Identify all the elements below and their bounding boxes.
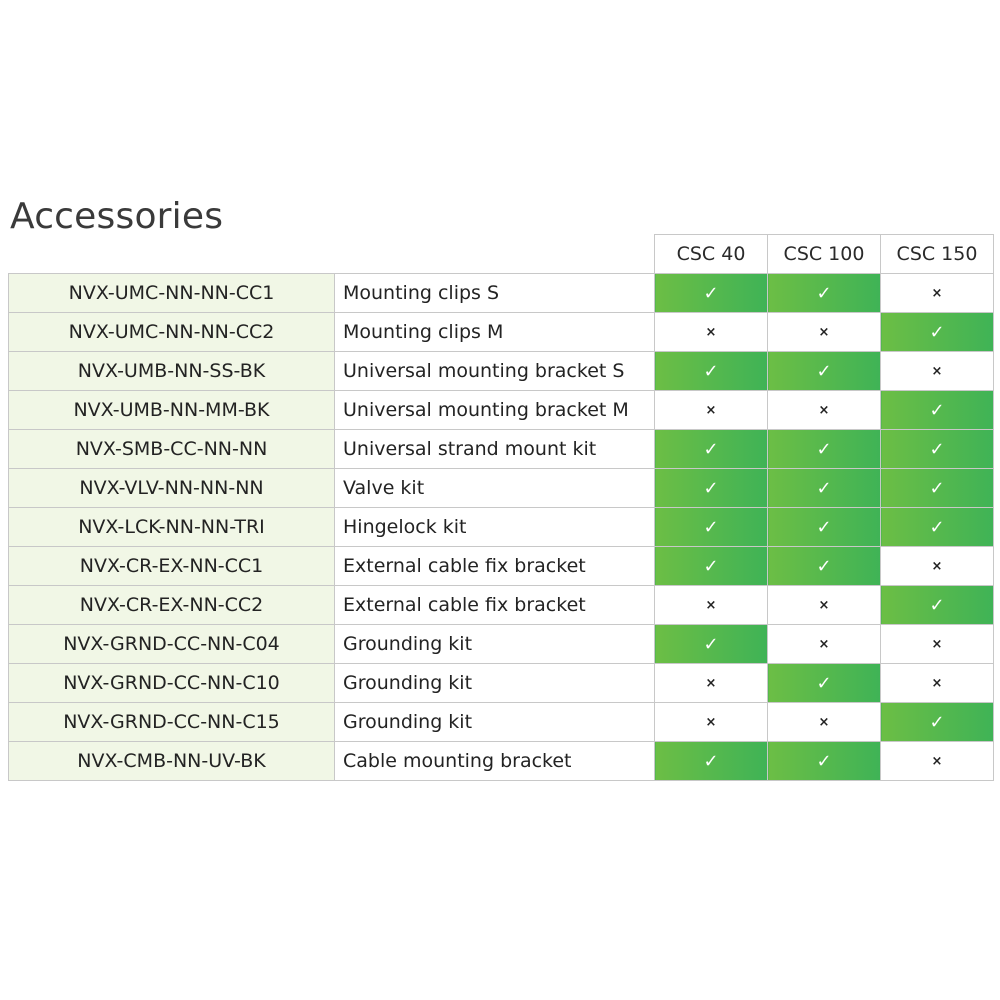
part-code-cell: NVX-SMB-CC-NN-NN [9, 430, 335, 469]
description-cell: Mounting clips S [335, 274, 655, 313]
part-code-cell: NVX-CR-EX-NN-CC1 [9, 547, 335, 586]
compat-cell-csc-150 [881, 274, 994, 313]
description-cell: Universal strand mount kit [335, 430, 655, 469]
compat-cell-csc-150 [881, 742, 994, 781]
check-icon: ✓ [816, 555, 832, 577]
compat-cell-csc-150 [881, 625, 994, 664]
cross-icon: × [818, 714, 830, 730]
table-row [9, 391, 994, 430]
compat-cell-csc-150 [881, 508, 994, 547]
compat-cell-csc-100 [768, 664, 881, 703]
table-row [9, 625, 994, 664]
part-code-cell: NVX-LCK-NN-NN-TRI [9, 508, 335, 547]
table-row [9, 664, 994, 703]
check-icon: ✓ [816, 672, 832, 694]
table-row [9, 508, 994, 547]
compat-cell-csc-100 [768, 391, 881, 430]
compat-cell-csc-100 [768, 547, 881, 586]
compat-cell-csc-40 [655, 391, 768, 430]
cross-icon: × [705, 324, 717, 340]
compat-cell-csc-100 [768, 625, 881, 664]
description-cell: External cable fix bracket [335, 586, 655, 625]
description-cell: Grounding kit [335, 664, 655, 703]
part-code-cell: NVX-VLV-NN-NN-NN [9, 469, 335, 508]
check-icon: ✓ [929, 321, 945, 343]
compat-cell-csc-40 [655, 508, 768, 547]
table-row [9, 742, 994, 781]
check-icon: ✓ [816, 360, 832, 382]
compat-cell-csc-40 [655, 703, 768, 742]
description-cell: Grounding kit [335, 625, 655, 664]
compat-cell-csc-150 [881, 469, 994, 508]
header-blank-desc [335, 235, 655, 274]
check-icon: ✓ [929, 594, 945, 616]
description-cell: Universal mounting bracket M [335, 391, 655, 430]
compat-cell-csc-40 [655, 430, 768, 469]
table-row [9, 352, 994, 391]
check-icon: ✓ [929, 399, 945, 421]
check-icon: ✓ [929, 438, 945, 460]
part-code-cell: NVX-GRND-CC-NN-C15 [9, 703, 335, 742]
compat-cell-csc-150 [881, 313, 994, 352]
compat-cell-csc-100 [768, 703, 881, 742]
compat-cell-csc-40 [655, 586, 768, 625]
compat-cell-csc-40 [655, 469, 768, 508]
cross-icon: × [931, 285, 943, 301]
table-row [9, 547, 994, 586]
check-icon: ✓ [703, 477, 719, 499]
column-header-csc-100: CSC 100 [768, 235, 881, 274]
compat-cell-csc-150 [881, 664, 994, 703]
check-icon: ✓ [703, 750, 719, 772]
compat-cell-csc-40 [655, 352, 768, 391]
part-code-cell: NVX-GRND-CC-NN-C04 [9, 625, 335, 664]
table-row [9, 313, 994, 352]
compat-cell-csc-150 [881, 547, 994, 586]
compat-cell-csc-40 [655, 742, 768, 781]
part-code-cell: NVX-GRND-CC-NN-C10 [9, 664, 335, 703]
compat-cell-csc-100 [768, 430, 881, 469]
compat-cell-csc-100 [768, 469, 881, 508]
cross-icon: × [705, 675, 717, 691]
page-title: Accessories [10, 196, 224, 237]
compat-cell-csc-40 [655, 313, 768, 352]
description-cell: Grounding kit [335, 703, 655, 742]
table-row [9, 274, 994, 313]
check-icon: ✓ [816, 750, 832, 772]
part-code-cell: NVX-UMB-NN-MM-BK [9, 391, 335, 430]
table-row [9, 430, 994, 469]
check-icon: ✓ [703, 438, 719, 460]
check-icon: ✓ [816, 282, 832, 304]
cross-icon: × [931, 753, 943, 769]
compat-cell-csc-150 [881, 391, 994, 430]
cross-icon: × [818, 636, 830, 652]
part-code-cell: NVX-CR-EX-NN-CC2 [9, 586, 335, 625]
cross-icon: × [818, 402, 830, 418]
check-icon: ✓ [929, 711, 945, 733]
compat-cell-csc-40 [655, 664, 768, 703]
description-cell: Hingelock kit [335, 508, 655, 547]
column-header-csc-40: CSC 40 [655, 235, 768, 274]
compat-cell-csc-150 [881, 586, 994, 625]
description-cell: Valve kit [335, 469, 655, 508]
accessories-table [8, 234, 994, 781]
part-code-cell: NVX-UMB-NN-SS-BK [9, 352, 335, 391]
check-icon: ✓ [816, 516, 832, 538]
header-blank-code [9, 235, 335, 274]
cross-icon: × [931, 636, 943, 652]
compat-cell-csc-40 [655, 547, 768, 586]
part-code-cell: NVX-UMC-NN-NN-CC2 [9, 313, 335, 352]
compat-cell-csc-100 [768, 742, 881, 781]
header-row [9, 235, 994, 274]
table-row [9, 586, 994, 625]
column-header-csc-150: CSC 150 [881, 235, 994, 274]
compat-cell-csc-150 [881, 352, 994, 391]
check-icon: ✓ [816, 438, 832, 460]
cross-icon: × [931, 363, 943, 379]
compat-cell-csc-100 [768, 508, 881, 547]
description-cell: Mounting clips M [335, 313, 655, 352]
cross-icon: × [705, 597, 717, 613]
compat-cell-csc-100 [768, 274, 881, 313]
compat-cell-csc-40 [655, 274, 768, 313]
cross-icon: × [818, 597, 830, 613]
check-icon: ✓ [929, 516, 945, 538]
compat-cell-csc-100 [768, 586, 881, 625]
compat-cell-csc-150 [881, 430, 994, 469]
table-row [9, 703, 994, 742]
cross-icon: × [931, 558, 943, 574]
cross-icon: × [931, 675, 943, 691]
check-icon: ✓ [703, 282, 719, 304]
cross-icon: × [705, 402, 717, 418]
compat-cell-csc-100 [768, 313, 881, 352]
description-cell: Universal mounting bracket S [335, 352, 655, 391]
check-icon: ✓ [703, 516, 719, 538]
cross-icon: × [705, 714, 717, 730]
description-cell: External cable fix bracket [335, 547, 655, 586]
check-icon: ✓ [703, 555, 719, 577]
check-icon: ✓ [929, 477, 945, 499]
table-row [9, 469, 994, 508]
check-icon: ✓ [703, 633, 719, 655]
check-icon: ✓ [703, 360, 719, 382]
compat-cell-csc-100 [768, 352, 881, 391]
cross-icon: × [818, 324, 830, 340]
compat-cell-csc-150 [881, 703, 994, 742]
part-code-cell: NVX-CMB-NN-UV-BK [9, 742, 335, 781]
check-icon: ✓ [816, 477, 832, 499]
description-cell: Cable mounting bracket [335, 742, 655, 781]
table-body [9, 274, 994, 781]
part-code-cell: NVX-UMC-NN-NN-CC1 [9, 274, 335, 313]
compat-cell-csc-40 [655, 625, 768, 664]
